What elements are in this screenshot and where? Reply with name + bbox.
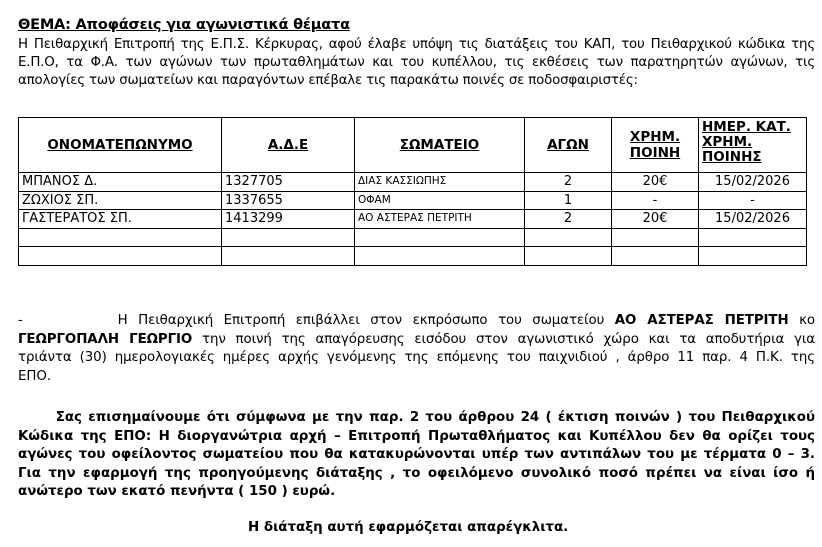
intro-line: Η Πειθαρχική Επιτροπή της Ε.Π.Σ. Κέρκυρας, αφού έλαβε υπόψη τις διατάξεις του ΚΑΠ, του Πειθαρχικού κώδικα της (18, 37, 815, 52)
cell-games: 2 (525, 210, 612, 229)
cell-club (355, 247, 525, 266)
cell-date (699, 247, 807, 266)
notice-line: αγώνες του οφείλοντος σωματείου που θα κατακυρώνονται υπέρ των αντιπάλων του με τέρματα 0 – 3. (18, 447, 815, 462)
cell-date: - (699, 191, 807, 210)
cell-fine: 20€ (612, 210, 699, 229)
cell-fine: - (612, 191, 699, 210)
notice-line: Σας επισημαίνουμε ότι σύμφωνα με την παρ. 2 του άρθρου 24 ( έκτιση ποινών ) του Πειθαρχικού (18, 410, 815, 425)
cell-name (19, 247, 222, 266)
penalties-table (18, 117, 807, 266)
cell-name: ΓΑΣΤΕΡΑΤΟΣ ΣΠ. (19, 210, 222, 229)
cell-ade: 1327705 (222, 173, 355, 192)
table-row (19, 191, 807, 210)
para2-line: ΕΠΟ. (18, 368, 51, 384)
cell-games (525, 228, 612, 247)
cell-ade (222, 228, 355, 247)
table-header-row (19, 118, 807, 173)
header-club: ΣΩΜΑΤΕΙΟ (355, 118, 525, 173)
final-statement: Η διάταξη αυτή εφαρμόζεται απαρέγκλιτα. (248, 520, 569, 535)
cell-club: ΔΙΑΣ ΚΑΣΣΙΩΠΗΣ (355, 173, 525, 192)
intro-line: απολογίες των σωματείων και παραγόντων επέβαλε τις παρακάτω ποινές σε ποδοσφαιριστές: (18, 73, 638, 88)
cell-fine (612, 228, 699, 247)
para2-text: την ποινή της απαγόρευσης εισόδου στον αγωνιστικό χώρο και τα αποδυτήρια για (192, 331, 816, 347)
table-row (19, 247, 807, 266)
notice-line: Κώδικα της ΕΠΟ: Η διοργανώτρια αρχή – Επιτροπή Πρωταθλήματος και Κυπέλλου δεν θα ορίζει τους (18, 428, 815, 444)
cell-name: ΜΠΑΝΟΣ Δ. (19, 173, 222, 192)
para2-line (18, 331, 815, 350)
notice-line: Για την εφαρμογή της προηγούμενης διάταξης , το οφειλόμενο συνολικό ποσό πρέπει να είναι ίσο ή (18, 465, 815, 481)
table-row (19, 210, 807, 229)
person-name-bold: ΓΕΩΡΓΟΠΑΛΗ ΓΕΩΡΓΙΟ (18, 331, 193, 347)
cell-ade: 1413299 (222, 210, 355, 229)
cell-fine: 20€ (612, 173, 699, 192)
cell-name (19, 228, 222, 247)
header-games: ΑΓΩΝ (525, 118, 612, 173)
cell-date (699, 228, 807, 247)
cell-name: ΖΩΧΙΟΣ ΣΠ. (19, 191, 222, 210)
club-name-bold: ΑΟ ΑΣΤΕΡΑΣ ΠΕΤΡΙΤΗ (614, 313, 789, 328)
cell-club: ΟΦΑΜ (355, 191, 525, 210)
representative-ban-paragraph (18, 312, 815, 386)
table-row (19, 228, 807, 247)
cell-games (525, 247, 612, 266)
cell-games: 2 (525, 173, 612, 192)
notice-paragraph (18, 409, 815, 502)
cell-fine (612, 247, 699, 266)
para2-text: κο (788, 313, 816, 328)
para2-text: - Η Πειθαρχική Επιτροπή επιβάλλει στον εκπρόσωπο του σωματείου (18, 313, 615, 328)
cell-club: ΑΟ ΑΣΤΕΡΑΣ ΠΕΤΡΙΤΗ (355, 210, 525, 229)
intro-line: Ε.Π.Ο, τα Φ.Α. των αγώνων των πρωταθλημάτων και του κυπέλλου, τις εκθέσεις των παρατηρητών αγώνων, τις (18, 55, 815, 70)
cell-ade: 1337655 (222, 191, 355, 210)
cell-ade (222, 247, 355, 266)
cell-club (355, 228, 525, 247)
header-name: ΟΝΟΜΑΤΕΠΩΝΥΜΟ (19, 118, 222, 173)
document-title: ΘΕΜΑ: Αποφάσεις για αγωνιστικά θέματα (18, 17, 350, 33)
header-ade: Α.Δ.Ε (222, 118, 355, 173)
intro-paragraph (18, 36, 815, 90)
table-row (19, 173, 807, 192)
header-fine-date: ΗΜΕΡ. ΚΑΤ. ΧΡΗΜ. ΠΟΙΝΗΣ (699, 118, 807, 173)
header-fine: ΧΡΗΜ. ΠΟΙΝΗ (612, 118, 699, 173)
para2-line (18, 312, 815, 331)
cell-date: 15/02/2026 (699, 210, 807, 229)
para2-line: τριάντα (30) ημερολογιακές ημέρες αρχής γενόμενης της επόμενης του παιχνιδιού , άρθρο 11 παρ. 4 Π.Κ. της (18, 350, 815, 365)
cell-date: 15/02/2026 (699, 173, 807, 192)
notice-line: ανώτερο των εκατό πενήντα ( 150 ) ευρώ. (18, 484, 336, 499)
cell-games: 1 (525, 191, 612, 210)
